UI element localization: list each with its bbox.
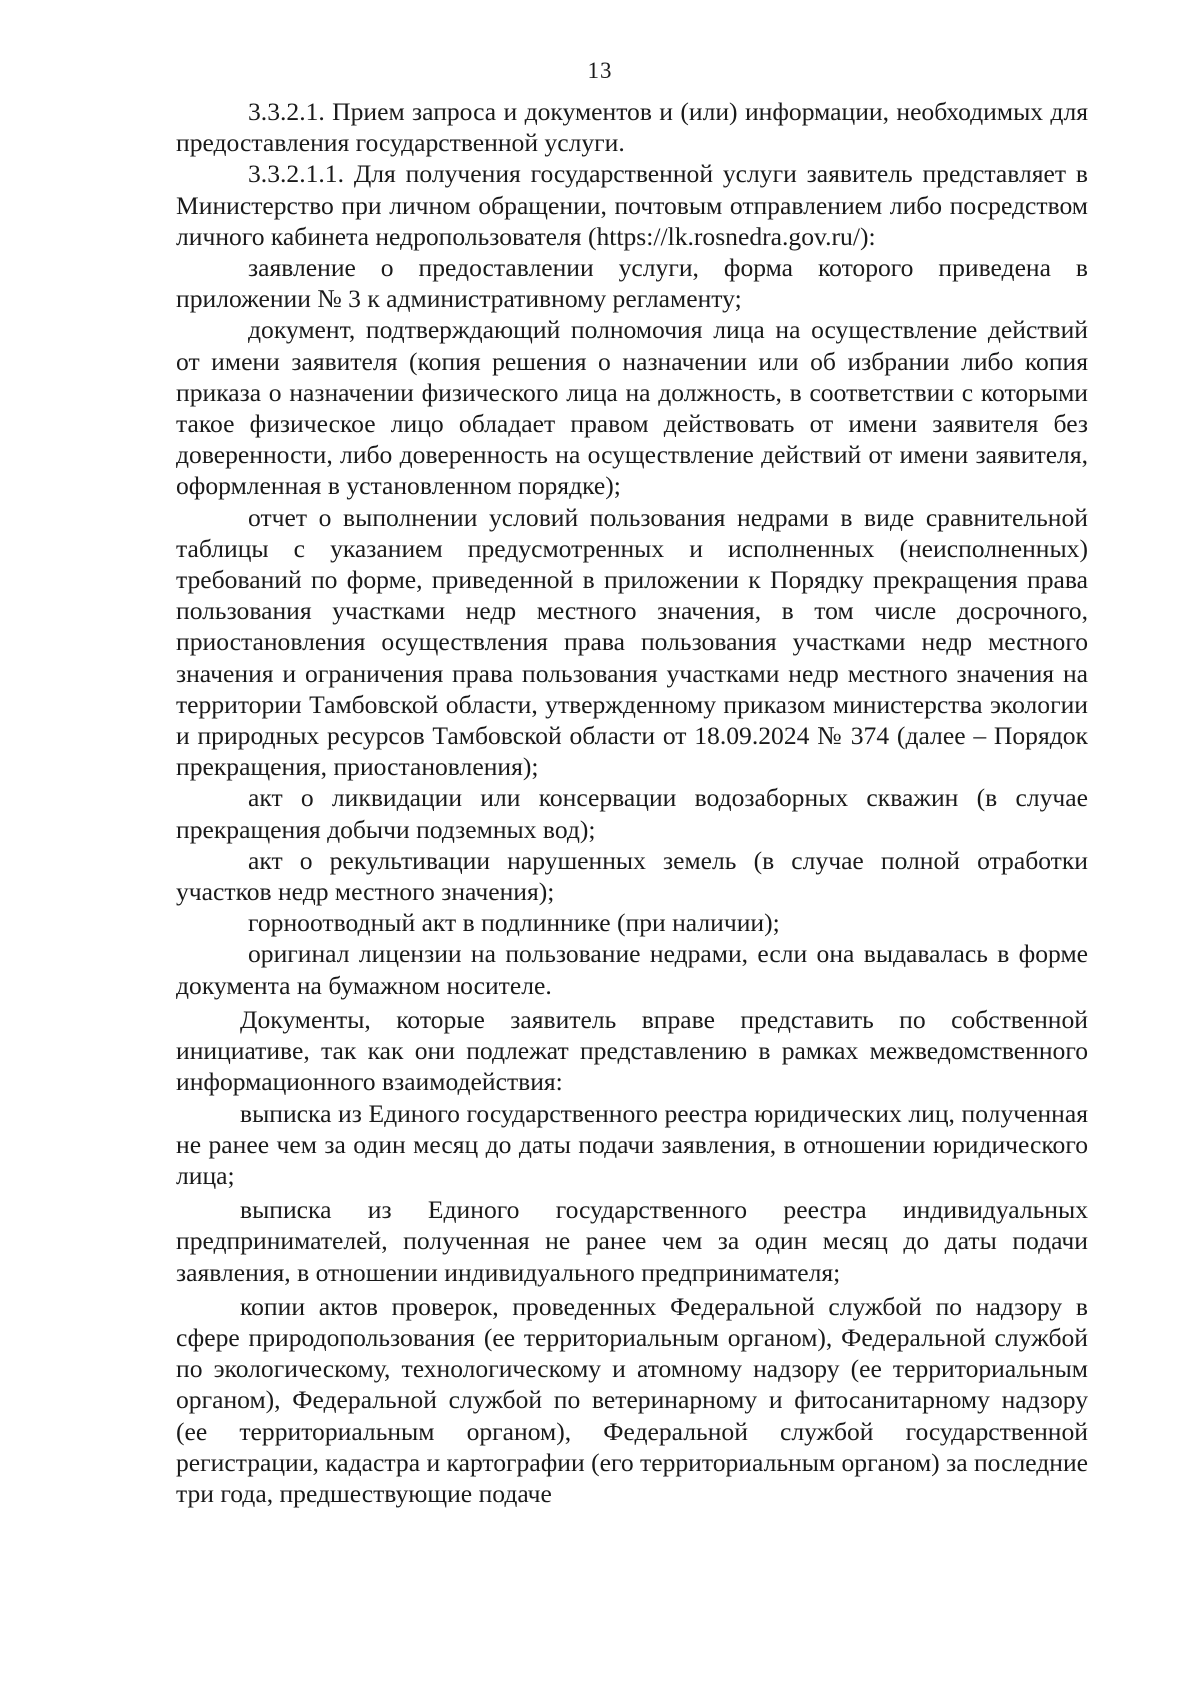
list-item-inspection-acts: копии актов проверок, проведенных Федеральной службой по надзору в сфере природопользования (ее территориальным органом), Федеральной службой по экологическому, технологическому и атомному надзору (ее территориальным органом), Федеральной службой по ветеринарному и фитосанитарному надзору (ее территориальным органом), Федеральной службой государственной регистрации, кадастра и картографии (его территориальным органом) за последние три года, предшествующие подаче [176, 1291, 1089, 1508]
list-item-subsoil-use-report: отчет о выполнении условий пользования недрами в виде сравнительной таблицы с указанием предусмотренных и исполненных (неисполненных) требований по форме, приведенной в приложении к Порядку прекращения права пользования участками недр местного значения, в том числе досрочного, приостановления осуществления права пользования участками недр местного значения и ограничения права пользования участками недр местного значения на территории Тамбовской области, утвержденному приказом министерства экологии и природных ресурсов Тамбовской области от 18.09.2024 № 374 (далее – Порядок прекращения, приостановления); [176, 502, 1088, 782]
list-item-entrepreneurs-register-extract: выписка из Единого государственного реестра индивидуальных предпринимателей, полученная не ранее чем за один месяц до даты подачи заявления, в отношении индивидуального предпринимателя; [176, 1195, 1088, 1287]
list-item-authority-document: документ, подтверждающий полномочия лица на осуществление действий от имени заявителя (копия решения о назначении или об избрании либо копия приказа о назначении физического лица на должность, в соответствии с которыми такое физическое лицо обладает правом действовать от имени заявителя без доверенности, либо доверенность на осуществление действий от имени заявителя, оформленная в установленном порядке); [176, 315, 1088, 501]
list-item-reclamation-act: акт о рекультивации нарушенных земель (в случае полной отработки участков недр местного значения); [176, 845, 1088, 907]
list-item-license-original: оригинал лицензии на пользование недрами, если она выдавалась в форме документа на бумажном носителе. [176, 939, 1088, 1000]
paragraph-3-3-2-1-1: 3.3.2.1.1. Для получения государственной услуги заявитель представляет в Министерство при личном обращении, почтовым отправлением либо посредством личного кабинета недропользователя (https://lk.rosnedra.gov.ru/): [176, 159, 1088, 251]
document-body [176, 96, 1088, 1509]
paragraph-3-3-2-1: 3.3.2.1. Прием запроса и документов и (или) информации, необходимых для предоставления государственной услуги. [176, 97, 1088, 158]
list-item-application: заявление о предоставлении услуги, форма которого приведена в приложении № 3 к административному регламенту; [176, 253, 1088, 314]
list-item-mining-allotment-act: горноотводный акт в подлиннике (при наличии); [248, 908, 780, 938]
list-item-legal-entities-register-extract: выписка из Единого государственного реестра юридических лиц, полученная не ранее чем за один месяц до даты подачи заявления, в отношении юридического лица; [176, 1098, 1088, 1190]
list-item-well-liquidation-act: акт о ликвидации или консервации водозаборных скважин (в случае прекращения добычи подземных вод); [176, 783, 1088, 844]
paragraph-optional-documents: Документы, которые заявитель вправе представить по собственной инициативе, так как они подлежат представлению в рамках межведомственного информационного взаимодействия: [176, 1004, 1088, 1097]
page-number: 13 [587, 58, 613, 83]
